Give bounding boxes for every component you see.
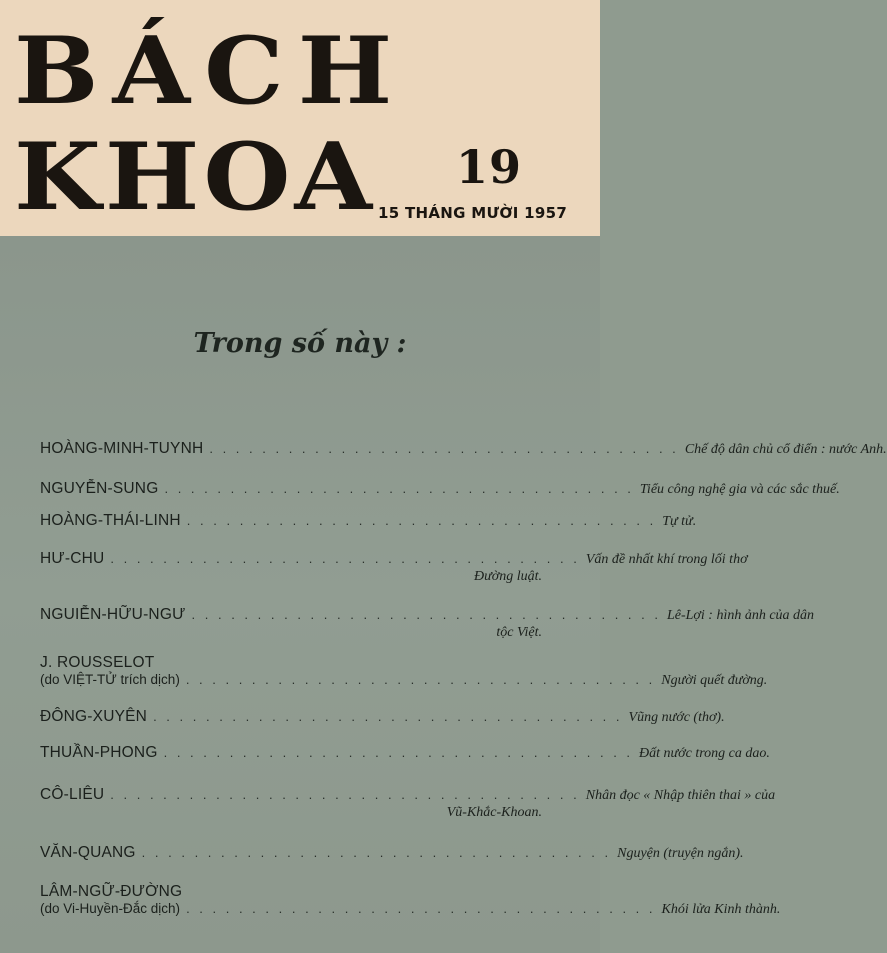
issue-date: 15 THÁNG MƯỜI 1957 [378, 204, 568, 222]
toc-author: VĂN-QUANG [40, 844, 136, 861]
toc-author: J. ROUSSELOT [40, 654, 155, 671]
leader-dots: . . . . . . . . . . . . . . . . . . . . . . . . . . . . . . . . . . . . [186, 901, 656, 916]
toc-author: LÂM-NGỮ-ĐƯỜNG [40, 883, 183, 900]
toc-entry [40, 786, 776, 821]
masthead-line-2: KHOA [14, 121, 377, 232]
toc-author: ĐÔNG-XUYÊN [40, 708, 148, 725]
cover-header [0, 0, 600, 236]
leader-dots: . . . . . . . . . . . . . . . . . . . . . . . . . . . . . . . . . . . . [209, 441, 679, 456]
toc-title-continued: Đường luật. [474, 569, 542, 584]
toc-author: CÔ-LIÊU [40, 786, 105, 803]
toc-title-continued: Vũ-Khắc-Khoan. [446, 805, 542, 820]
leader-dots: . . . . . . . . . . . . . . . . . . . . . . . . . . . . . . . . . . . . [153, 709, 623, 724]
toc-author: THUẦN-PHONG [40, 744, 158, 761]
toc-title: Người quết đường. [661, 673, 768, 688]
toc-author: HOÀNG-THÁI-LINH [40, 512, 181, 529]
toc-title: Lê-Lợi : hình ảnh của dân [666, 608, 815, 623]
toc-title: Nguyện (truyện ngắn). [617, 846, 744, 861]
toc-entry [40, 883, 781, 918]
toc-entry [40, 440, 887, 458]
toc-title: Nhân đọc « Nhập thiên thai » của [585, 788, 776, 803]
toc-author-note: (do Vi-Huyền-Đắc dịch) [40, 901, 181, 916]
toc-title: Vấn đề nhất khí trong lối thơ [585, 552, 748, 567]
toc-title: Chế độ dân chủ cổ điển : nước Anh. [684, 442, 887, 457]
leader-dots: . . . . . . . . . . . . . . . . . . . . . . . . . . . . . . . . . . . . [164, 481, 634, 496]
toc-entry [40, 606, 815, 641]
toc-author: HƯ-CHU [40, 550, 105, 567]
toc-title: Tiểu công nghệ gia và các sắc thuế. [639, 482, 840, 497]
leader-dots: . . . . . . . . . . . . . . . . . . . . . . . . . . . . . . . . . . . . [191, 607, 661, 622]
masthead-line-1: BÁCH [14, 15, 407, 126]
toc-entry [40, 480, 840, 498]
leader-dots: . . . . . . . . . . . . . . . . . . . . . . . . . . . . . . . . . . . . [110, 551, 580, 566]
toc-title: Tự tử. [662, 514, 697, 529]
toc-title-continued: tộc Việt. [496, 625, 542, 640]
leader-dots: . . . . . . . . . . . . . . . . . . . . . . . . . . . . . . . . . . . . [186, 513, 657, 528]
toc-author: NGUIỄN-HỮU-NGƯ [40, 606, 186, 623]
issue-number: 19 [456, 140, 523, 194]
toc-entry [40, 708, 725, 726]
toc-title: Vũng nước (thơ). [628, 710, 725, 725]
leader-dots: . . . . . . . . . . . . . . . . . . . . . . . . . . . . . . . . . . . . [110, 787, 580, 802]
toc-author: NGUYỄN-SUNG [40, 480, 159, 497]
leader-dots: . . . . . . . . . . . . . . . . . . . . . . . . . . . . . . . . . . . . [141, 845, 612, 860]
toc-author: HOÀNG-MINH-TUYNH [40, 440, 204, 457]
contents-heading: Trong số này : [193, 328, 407, 359]
toc-entry [40, 512, 697, 530]
toc-entry [40, 654, 768, 689]
leader-dots: . . . . . . . . . . . . . . . . . . . . . . . . . . . . . . . . . . . . [185, 672, 656, 687]
toc-entry [40, 550, 748, 585]
toc-title: Đất nước trong ca dao. [639, 746, 770, 761]
toc-author-note: (do VIỆT-TỬ trích dịch) [40, 672, 180, 687]
leader-dots: . . . . . . . . . . . . . . . . . . . . . . . . . . . . . . . . . . . . [163, 745, 634, 760]
toc-title: Khói lửa Kinh thành. [661, 902, 781, 917]
toc-entry [40, 744, 770, 762]
toc-entry [40, 844, 744, 862]
